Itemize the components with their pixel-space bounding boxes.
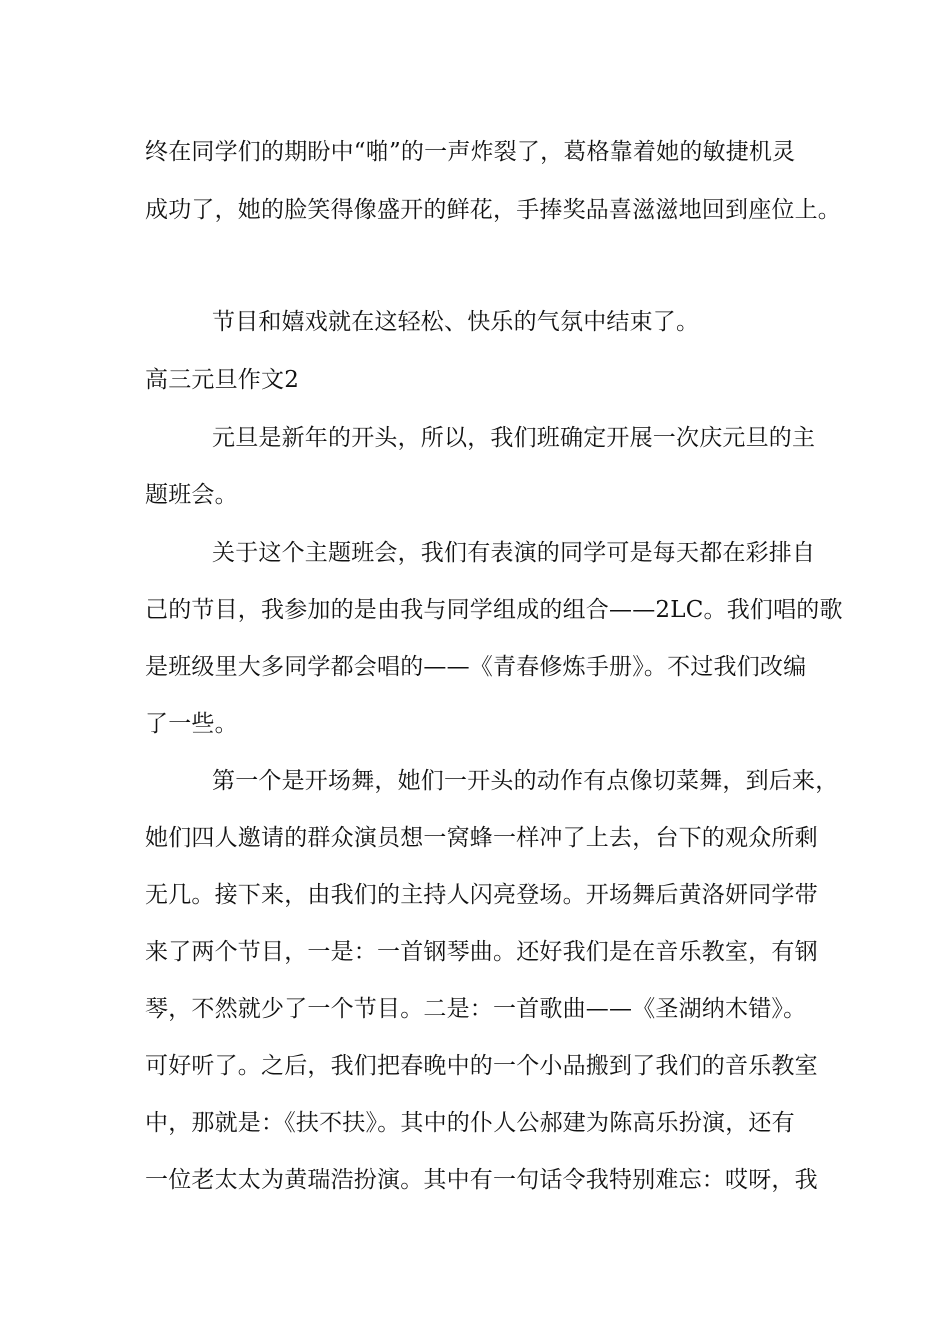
paragraph-line: 终在同学们的期盼中“啪”的一声炸裂了，葛格靠着她的敏捷机灵: [145, 139, 796, 165]
section-heading: 高三元旦作文2: [145, 367, 300, 393]
paragraph-line: 中，那就是：《扶不扶》。其中的仆人公郝建为陈高乐扮演，还有: [145, 1110, 795, 1136]
paragraph-line: 可好听了。之后，我们把春晚中的一个小品搬到了我们的音乐教室: [145, 1053, 818, 1079]
paragraph-line: 第一个是开场舞，她们一开头的动作有点像切菜舞，到后来，: [212, 768, 839, 794]
paragraph-line: 节目和嬉戏就在这轻松、快乐的气氛中结束了。: [212, 309, 700, 335]
paragraph-line: 元旦是新年的开头，所以，我们班确定开展一次庆元旦的主: [212, 425, 816, 451]
paragraph-line: 是班级里大多同学都会唱的——《青春修炼手册》。不过我们改编: [145, 654, 807, 680]
paragraph-line: 成功了，她的脸笑得像盛开的鲜花，手捧奖品喜滋滋地回到座位上。: [145, 197, 841, 223]
paragraph-line: 题班会。: [145, 482, 238, 508]
paragraph-line: 无几。接下来，由我们的主持人闪亮登场。开场舞后黄洛妍同学带: [145, 882, 818, 908]
paragraph-line: 关于这个主题班会，我们有表演的同学可是每天都在彩排自: [212, 540, 816, 566]
paragraph-line: 琴，不然就少了一个节目。二是：一首歌曲——《圣湖纳木错》。: [145, 996, 807, 1022]
paragraph-line: 了一些。: [145, 711, 238, 737]
paragraph-line: 己的节目，我参加的是由我与同学组成的组合——2LC。我们唱的歌: [145, 597, 843, 623]
paragraph-line: 一位老太太为黄瑞浩扮演。其中有一句话令我特别难忘：哎呀，我: [145, 1167, 818, 1193]
paragraph-line: 她们四人邀请的群众演员想一窝蜂一样冲了上去，台下的观众所剩: [145, 825, 818, 851]
paragraph-line: 来了两个节目，一是：一首钢琴曲。还好我们是在音乐教室，有钢: [145, 939, 818, 965]
